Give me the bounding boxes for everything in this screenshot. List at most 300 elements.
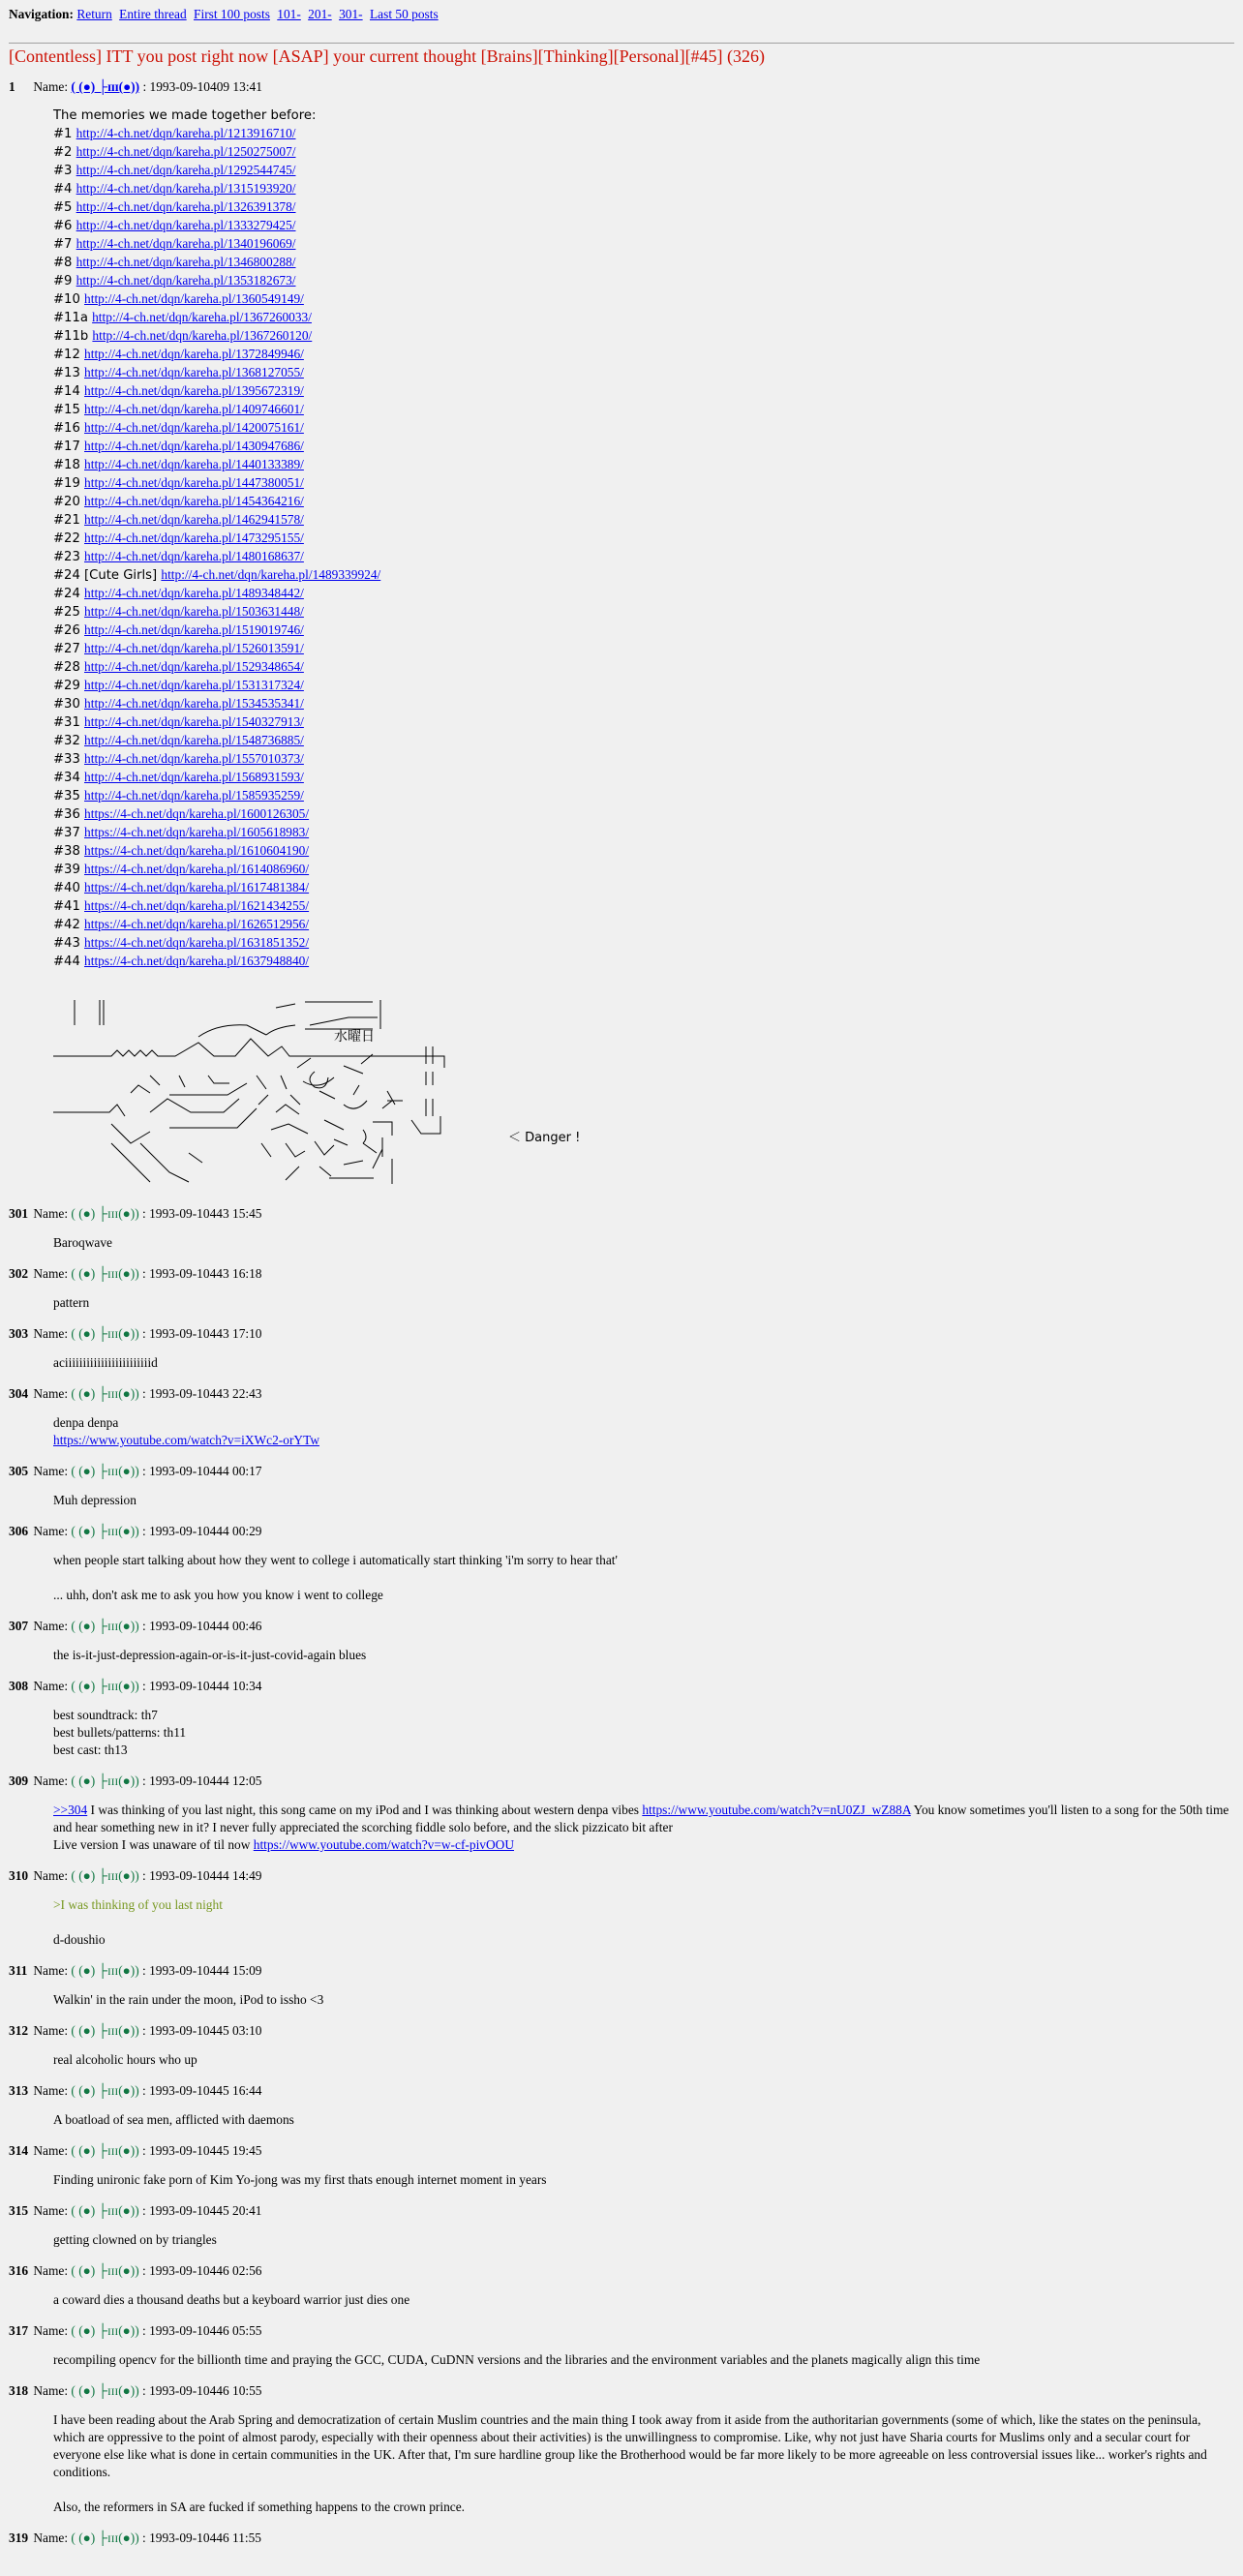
previous-thread-item [53,934,1234,953]
post-date: : 1993-09-10445 20:41 [138,2203,262,2218]
post-308 [9,1678,1234,1759]
thread-link[interactable]: http://4-ch.net/dqn/kareha.pl/1473295155/ [84,530,304,545]
thread-link[interactable]: http://4-ch.net/dqn/kareha.pl/1409746601/ [84,402,304,416]
thread-link[interactable]: http://4-ch.net/dqn/kareha.pl/1440133389/ [84,457,304,471]
thread-link[interactable]: http://4-ch.net/dqn/kareha.pl/1531317324/ [84,678,304,692]
thread-link[interactable]: http://4-ch.net/dqn/kareha.pl/1447380051/ [84,475,304,490]
external-link[interactable]: https://www.youtube.com/watch?v=iXWc2-orYTw [53,1433,319,1447]
previous-thread-item [53,805,1234,824]
post-line: aciiiiiiiiiiiiiiiiiiiiiiiid [53,1355,158,1370]
post-306 [9,1523,1234,1604]
name-label: Name: [33,79,69,94]
post-paragraph [53,2411,1234,2481]
post-date: : 1993-09-10443 17:10 [138,1326,262,1341]
post-date: : 1993-09-10443 15:45 [138,1206,262,1221]
name-label: Name: [30,1773,72,1788]
post-311 [9,1962,1234,2009]
post-line: Baroqwave [53,1235,112,1250]
post-line: getting clowned on by triangles [53,2232,217,2247]
greentext-quote: >I was thinking of you last night [53,1897,223,1912]
thread-link[interactable]: http://4-ch.net/dqn/kareha.pl/1346800288/ [76,255,296,269]
name-label: Name: [30,1679,72,1693]
post-header [9,1265,1234,1283]
poster-name: ( (●) ├ɪɪɪ(●)) [71,1868,139,1883]
post-number[interactable]: 307 [9,1619,29,1633]
poster-name: ( (●) ├ɪɪɪ(●)) [71,1386,139,1401]
previous-thread-item [53,750,1234,769]
post-number[interactable]: 311 [9,1963,28,1978]
poster-name: ( (●) ├ɪɪɪ(●)) [71,1326,139,1341]
thread-number: #9 [53,274,76,288]
thread-link[interactable]: https://4-ch.net/dqn/kareha.pl/1626512956/ [84,917,310,931]
post-body [53,2559,1234,2576]
post-318 [9,2382,1234,2516]
thread-number: #35 [53,789,85,803]
thread-link[interactable]: https://4-ch.net/dqn/kareha.pl/1605618983/ [84,825,310,839]
previous-thread-item [53,897,1234,916]
post-body [53,1552,1234,1604]
post-header [9,1962,1234,1980]
poster-name: ( (●) ├ɪɪɪ(●)) [71,1266,139,1281]
post-header [9,2202,1234,2220]
post-paragraph [53,1587,1234,1604]
previous-threads-list [53,125,1234,971]
post-number[interactable]: 314 [9,2143,29,2158]
thread-link[interactable]: http://4-ch.net/dqn/kareha.pl/1340196069/ [76,236,296,251]
post-header [9,1678,1234,1695]
post-date: : 1993-09-10446 10:55 [138,2383,262,2398]
ascii-art-sign-text: 水曜日 [334,1029,375,1045]
thread-number: #26 [53,623,85,638]
post-header [9,1523,1234,1540]
thread-link[interactable]: http://4-ch.net/dqn/kareha.pl/1213916710/ [76,126,296,140]
previous-thread-item [53,438,1234,456]
post-number[interactable]: 303 [9,1326,29,1341]
post-315 [9,2202,1234,2249]
thread-link[interactable]: http://4-ch.net/dqn/kareha.pl/1568931593/ [84,770,304,784]
nav-last-50-link[interactable]: Last 50 posts [369,7,439,21]
post-header [9,1205,1234,1223]
thread-number: #11a [53,311,93,325]
thread-link[interactable]: http://4-ch.net/dqn/kareha.pl/1250275007/ [76,144,296,159]
post-header [9,1463,1234,1480]
post-date: : 1993-09-10444 00:46 [138,1619,262,1633]
nav-return-link[interactable]: Return [76,7,112,21]
thread-number: #10 [53,292,85,307]
post-line: Live version I was unaware of til now https://www.youtube.com/watch?v=w-cf-pivOOU [53,1837,514,1852]
name-label: Name: [30,2143,72,2158]
previous-thread-item [53,401,1234,419]
thread-link[interactable]: http://4-ch.net/dqn/kareha.pl/1430947686/ [84,439,304,453]
post-number[interactable]: 310 [9,1868,29,1883]
poster-name: ( (●) ├ɪɪɪ(●)) [71,2531,139,2545]
thread-link[interactable]: http://4-ch.net/dqn/kareha.pl/1585935259/ [84,788,304,803]
post-302 [9,1265,1234,1312]
post-310 [9,1867,1234,1949]
post-date: : 1993-09-10444 00:29 [138,1524,262,1538]
thread-link[interactable]: http://4-ch.net/dqn/kareha.pl/1372849946/ [84,347,304,361]
post-line: best cast: th13 [53,1743,128,1757]
thread-link[interactable]: http://4-ch.net/dqn/kareha.pl/1292544745/ [76,163,296,177]
thread-link[interactable]: https://4-ch.net/dqn/kareha.pl/1637948840/ [84,954,310,968]
post-number[interactable]: 313 [9,2083,29,2098]
previous-thread-item [53,382,1234,401]
previous-thread-item [53,272,1234,290]
post-paragraph [53,1896,1234,1914]
post-304 [9,1385,1234,1449]
post-body [53,1234,1234,1252]
thread-number: #22 [53,531,85,546]
post-date: : 1993-09-10444 12:05 [138,1773,262,1788]
thread-link[interactable]: http://4-ch.net/dqn/kareha.pl/1480168637/ [84,549,304,563]
post-312 [9,2022,1234,2069]
previous-thread-item [53,769,1234,787]
post-body [53,1991,1234,2009]
post-body [53,1492,1234,1509]
previous-thread-item [53,953,1234,971]
post-line [53,1432,1234,1449]
post-header [9,2022,1234,2040]
post-date: : 1993-09-10445 19:45 [138,2143,262,2158]
post-number[interactable]: 1 [9,79,15,94]
thread-link[interactable]: https://4-ch.net/dqn/kareha.pl/1617481384/ [84,880,310,894]
previous-thread-item [53,346,1234,364]
previous-thread-item [53,732,1234,750]
poster-name: ( (●) ├ɪɪɪ(●)) [71,2263,139,2278]
post-309 [9,1773,1234,1854]
thread-link[interactable]: http://4-ch.net/dqn/kareha.pl/1420075161/ [84,420,304,435]
post-body [53,2291,1234,2309]
thread-link[interactable]: http://4-ch.net/dqn/kareha.pl/1315193920/ [76,181,296,196]
thread-number: #24 [Cute Girls] [53,568,162,583]
previous-thread-item [53,309,1234,327]
thread-number: #33 [53,752,85,767]
post-header [9,2262,1234,2280]
name-label: Name: [30,2323,72,2338]
thread-number: #7 [53,237,76,252]
post-line: a coward dies a thousand deaths but a keyboard warrior just dies one [53,2292,410,2307]
post-line: real alcoholic hours who up [53,2052,197,2067]
previous-thread-item [53,419,1234,438]
post-319 [9,2530,1234,2576]
thread-number: #41 [53,899,85,914]
post-number[interactable]: 308 [9,1679,29,1693]
post-line: Also, the reformers in SA are fucked if something happens to the crown prince. [53,2500,466,2514]
post-line: recompiling opencv for the billionth time and praying the GCC, CUDA, CuDNN versions and the libraries and the environment variables and the planets magically align this time [53,2352,981,2367]
previous-thread-item [53,621,1234,640]
name-label: Name: [30,1963,72,1978]
thread-number: #25 [53,605,85,620]
ascii-art-speech-text: ＜ Danger ! [508,1131,581,1145]
thread-number: #36 [53,807,85,822]
previous-thread-item [53,327,1234,346]
post-number[interactable]: 315 [9,2203,29,2218]
name-label: Name: [30,2531,72,2545]
thread-link[interactable]: http://4-ch.net/dqn/kareha.pl/1519019746/ [84,622,304,637]
post-body [53,1707,1234,1759]
post-314 [9,2142,1234,2189]
post-line: ... uhh, don't ask me to ask you how you know i went to college [53,1588,383,1602]
thread-link[interactable]: https://4-ch.net/dqn/kareha.pl/1614086960/ [84,862,310,876]
post-date: : 1993-09-10443 22:43 [138,1386,262,1401]
post-date: : 1993-09-10445 03:10 [138,2023,262,2038]
post-body [53,2051,1234,2069]
thread-number: #14 [53,384,85,399]
post-number[interactable]: 302 [9,1266,29,1281]
post-line: pattern [53,1295,90,1310]
quote-reference-link[interactable]: >>304 [53,1803,88,1817]
thread-link[interactable]: http://4-ch.net/dqn/kareha.pl/1503631448/ [84,604,304,619]
thread-link[interactable]: http://4-ch.net/dqn/kareha.pl/1454364216/ [84,494,304,508]
thread-number: #3 [53,164,76,178]
previous-thread-item [53,548,1234,566]
name-label: Name: [30,1386,72,1401]
post-date: : 1993-09-10446 11:55 [138,2531,262,2545]
thread-number: #29 [53,679,85,693]
thread-link[interactable]: http://4-ch.net/dqn/kareha.pl/1462941578/ [84,512,304,527]
post-body [53,2111,1234,2129]
poster-name: ( (●) ├ɪɪɪ(●)) [71,2083,139,2098]
thread-number: #16 [53,421,85,436]
post-body [53,2411,1234,2516]
thread-link[interactable]: http://4-ch.net/dqn/kareha.pl/1353182673/ [76,273,296,288]
name-label: Name: [30,2263,72,2278]
thread-number: #40 [53,881,85,895]
post-number[interactable]: 301 [9,1206,29,1221]
post-date: : 1993-09-10443 16:18 [138,1266,262,1281]
poster-name: ( (●) ├ɪɪɪ(●)) [71,1679,139,1693]
post-1 [9,78,1234,1192]
external-link[interactable]: https://www.youtube.com/watch?v=nU0ZJ_wZ88A [642,1803,911,1817]
post-date: : 1993-09-10445 16:44 [138,2083,262,2098]
post-line: best soundtrack: th7 [53,1708,158,1722]
thread-number: #5 [53,200,76,215]
previous-thread-item [53,677,1234,695]
previous-thread-item [53,456,1234,474]
name-label: Name: [30,2023,72,2038]
navigation-bar [9,6,1234,23]
post-header [9,2082,1234,2100]
post-number[interactable]: 316 [9,2263,29,2278]
poster-name: ( (●) ├ɪɪɪ(●)) [71,2023,139,2038]
thread-link[interactable]: http://4-ch.net/dqn/kareha.pl/1367260033/ [92,310,312,324]
nav-301-link[interactable]: 301- [339,7,363,21]
previous-thread-item [53,585,1234,603]
post-line: A boatload of sea men, afflicted with daemons [53,2112,294,2127]
thread-link[interactable]: https://4-ch.net/dqn/kareha.pl/1621434255/ [84,898,310,913]
poster-name: ( (●) ├ɪɪɪ(●)) [71,2203,139,2218]
nav-first-100-link[interactable]: First 100 posts [194,7,270,21]
name-label: Name: [30,2083,72,2098]
post-header [9,1618,1234,1635]
post-body [53,1294,1234,1312]
previous-thread-item [53,603,1234,621]
post-body [53,1647,1234,1664]
thread-link[interactable]: http://4-ch.net/dqn/kareha.pl/1367260120/ [92,328,313,343]
post-line: Finding unironic fake porn of Kim Yo-jong was my first thats enough internet moment in years [53,2172,547,2187]
post-header [9,2530,1234,2547]
previous-thread-item [53,474,1234,493]
post-date: : 1993-09-10409 13:41 [142,79,262,94]
previous-thread-item [53,125,1234,143]
previous-thread-item [53,530,1234,548]
thread-number: #2 [53,145,76,160]
ascii-art-drawing [53,998,653,1192]
poster-name: ( (●) ├ɪɪɪ(●)) [71,1524,139,1538]
divider [9,43,1234,44]
thread-number: #12 [53,348,85,362]
post-316 [9,2262,1234,2309]
nav-201-link[interactable]: 201- [308,7,332,21]
post-number[interactable]: 305 [9,1464,29,1478]
post-number[interactable]: 317 [9,2323,29,2338]
thread-link[interactable]: http://4-ch.net/dqn/kareha.pl/1395672319/ [84,383,304,398]
post-body [53,1354,1234,1372]
previous-thread-item [53,493,1234,511]
previous-thread-item [53,695,1234,713]
poster-name: ( (●) ├ɪɪɪ(●)) [71,1619,139,1633]
thread-number: #38 [53,844,85,859]
post-305 [9,1463,1234,1509]
previous-thread-item [53,254,1234,272]
thread-link[interactable]: http://4-ch.net/dqn/kareha.pl/1540327913/ [84,714,304,729]
thread-number: #34 [53,771,85,785]
post-paragraph [53,1931,1234,1949]
thread-link[interactable]: http://4-ch.net/dqn/kareha.pl/1368127055/ [84,365,304,379]
post-313 [9,2082,1234,2129]
previous-thread-item [53,511,1234,530]
previous-thread-item [53,787,1234,805]
thread-number: #15 [53,403,85,417]
thread-link[interactable]: http://4-ch.net/dqn/kareha.pl/1489348442/ [84,586,304,600]
post-date: : 1993-09-10444 10:34 [138,1679,262,1693]
thread-number: #4 [53,182,76,197]
post-date: : 1993-09-10444 00:17 [138,1464,262,1478]
poster-name: ( (●) ├ɪɪɪ(●)) [71,2323,139,2338]
thread-link[interactable]: http://4-ch.net/dqn/kareha.pl/1326391378/ [76,199,296,214]
thread-number: #17 [53,439,85,454]
thread-number: #18 [53,458,85,472]
previous-thread-item [53,235,1234,254]
thread-number: #44 [53,955,85,969]
thread-link[interactable]: https://4-ch.net/dqn/kareha.pl/1631851352/ [84,935,310,950]
post-line: >>304 I was thinking of you last night, this song came on my iPod and I was thinking about western denpa vibes https://www.youtube.com/watch?v=nU0ZJ_wZ88A You know sometimes you'll listen to a song for the 50th time and hear something new in it? I never fully appreciated the scorching fiddle solo before, and the slick pizzicato bit after [53,1803,1229,1834]
post-number[interactable]: 319 [9,2531,29,2545]
previous-thread-item [53,364,1234,382]
post-number[interactable]: 309 [9,1773,29,1788]
post-number[interactable]: 318 [9,2383,29,2398]
post-317 [9,2322,1234,2369]
post-header [9,1325,1234,1343]
previous-thread-item [53,861,1234,879]
thread-link[interactable]: http://4-ch.net/dqn/kareha.pl/1526013591/ [84,641,304,655]
previous-thread-item [53,824,1234,842]
thread-title: [Contentless] ITT you post right now [ASAP] your current thought [Brains][Thinking][Personal][#45] (326) [9,46,766,66]
post-header [9,2142,1234,2160]
post-body [53,2351,1234,2369]
post-header [9,1773,1234,1790]
post-line: denpa denpa [53,1415,119,1430]
post-line: the is-it-just-depression-again-or-is-it-just-covid-again blues [53,1648,367,1662]
post-301 [9,1205,1234,1252]
name-label: Name: [30,2383,72,2398]
previous-thread-item [53,162,1234,180]
thread-link[interactable]: http://4-ch.net/dqn/kareha.pl/1360549149/ [84,291,304,306]
external-link[interactable]: https://www.youtube.com/watch?v=w-cf-pivOOU [253,1837,514,1852]
thread-number: #43 [53,936,85,951]
post-header [9,2322,1234,2340]
thread-number: #24 [53,587,85,601]
thread-number: #23 [53,550,85,564]
post-line: I have been reading about the Arab Spring and democratization of certain Muslim countries and the main thing I took away from it aside from the authoritarian governments (some of which, like the states on the peninsula, which are oppressive to the point of almost parody, especially with their openness about their activities) is the unwillingness to compromise. Like, why not just have Sharia courts for Muslims only and a secular court for everyone else like what is done in certain communities in the UK. After that, I'm sure hardline group like the Brotherhood would be far more likely to be more agreeable on less controversial issues like... worker's rights and conditions. [53,2412,1207,2479]
nav-entire-thread-link[interactable]: Entire thread [119,7,187,21]
post-line: Muh depression [53,1493,136,1507]
ascii-art-danger [53,998,1234,1192]
poster-name: ( (●) ├ɪɪɪ(●)) [71,1206,139,1221]
post-header [9,2382,1234,2400]
thread-number: #19 [53,476,85,491]
post-date: : 1993-09-10444 14:49 [138,1868,262,1883]
previous-thread-item [53,640,1234,658]
poster-name: ( (●) ├ɪɪɪ(●)) [71,2383,139,2398]
thread-link[interactable]: https://4-ch.net/dqn/kareha.pl/1600126305/ [84,806,310,821]
post-header [9,1867,1234,1885]
thread-number: #1 [53,127,76,141]
previous-thread-item [53,658,1234,677]
post-number[interactable]: 312 [9,2023,29,2038]
previous-thread-item [53,916,1234,934]
nav-101-link[interactable]: 101- [277,7,301,21]
post-paragraph [53,2499,1234,2516]
name-label: Name: [30,1206,72,1221]
post-line [53,2559,1234,2576]
thread-number: #20 [53,495,85,509]
thread-number: #8 [53,256,76,270]
post-line [53,1896,1234,1914]
post-line: when people start talking about how they went to college i automatically start thinking 'i'm sorry to hear that' [53,1553,618,1567]
thread-link[interactable]: http://4-ch.net/dqn/kareha.pl/1548736885/ [84,733,304,747]
thread-link[interactable]: http://4-ch.net/dqn/kareha.pl/1333279425/ [76,218,296,232]
post-number[interactable]: 306 [9,1524,29,1538]
thread-number: #27 [53,642,85,656]
poster-name: ( (●) ├ɪɪɪ(●)) [71,1963,139,1978]
previous-thread-item [53,842,1234,861]
previous-thread-item [53,198,1234,217]
thread-number: #28 [53,660,85,675]
name-label: Name: [30,2203,72,2218]
thread-link[interactable]: https://4-ch.net/dqn/kareha.pl/1610604190/ [84,843,310,858]
poster-name-link[interactable]: ( (●) ├ɪɪɪ(●)) [71,79,140,94]
post-header [9,78,1234,96]
post-303 [9,1325,1234,1372]
post-date: : 1993-09-10444 15:09 [138,1963,262,1978]
post-307 [9,1618,1234,1664]
post-body [53,2171,1234,2189]
name-label: Name: [30,1619,72,1633]
thread-link[interactable]: http://4-ch.net/dqn/kareha.pl/1489339924/ [161,567,381,582]
thread-link[interactable]: http://4-ch.net/dqn/kareha.pl/1534535341/ [84,696,304,711]
post-body [53,107,1234,1192]
thread-link[interactable]: http://4-ch.net/dqn/kareha.pl/1557010373/ [84,751,304,766]
thread-link[interactable]: http://4-ch.net/dqn/kareha.pl/1529348654/ [84,659,304,674]
thread-number: #31 [53,715,85,730]
thread-number: #32 [53,734,85,748]
poster-name: ( (●) ├ɪɪɪ(●)) [71,2143,139,2158]
post-number[interactable]: 304 [9,1386,29,1401]
post-body [53,1896,1234,1949]
previous-thread-item [53,713,1234,732]
previous-thread-item [53,566,1234,585]
